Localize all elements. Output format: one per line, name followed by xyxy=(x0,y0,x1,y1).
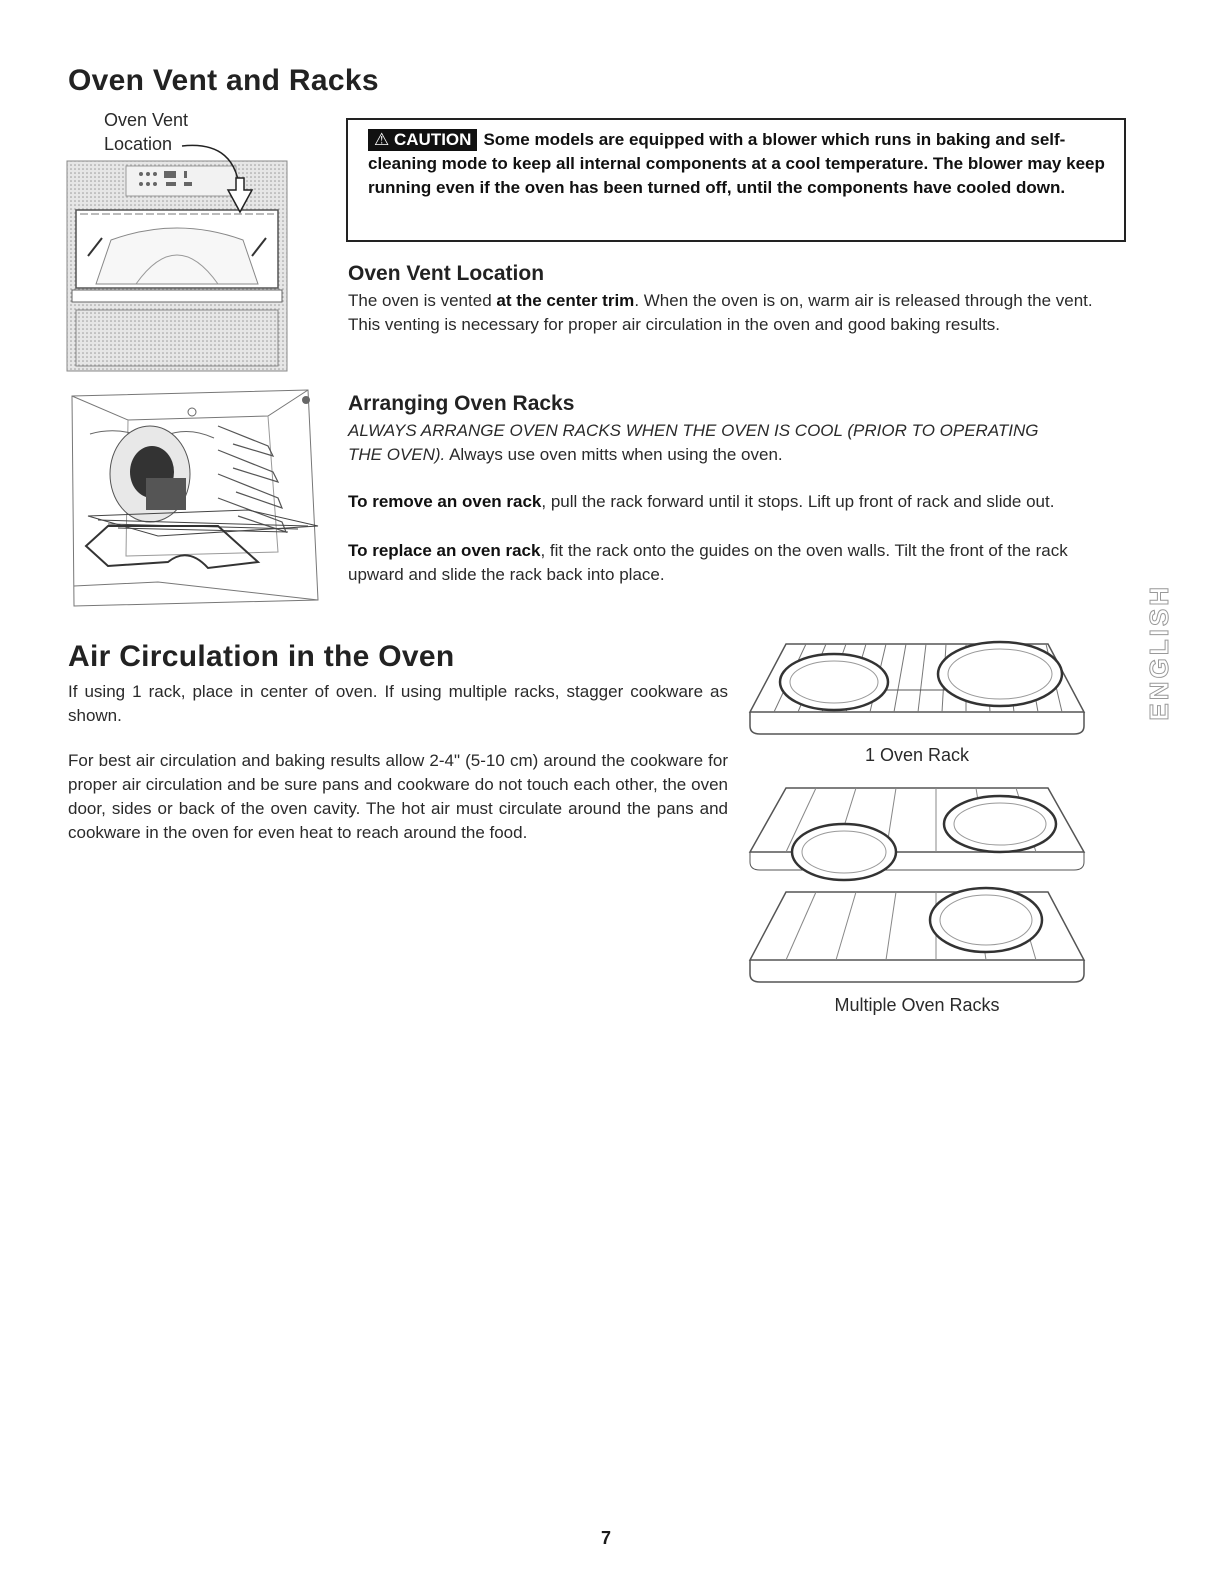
racks-warning-text xyxy=(348,419,1068,467)
vent-pointer-arrow-icon xyxy=(180,138,260,218)
page-title: Oven Vent and Racks xyxy=(68,64,379,97)
caution-text: Some models are equipped with a blower which runs in baking and self-cleaning mode to keep all internal components at a cool temperature. The blower may keep running even if the oven has been turned off, until the components have cooled down. xyxy=(368,130,1105,197)
vent-text-before: The oven is vented xyxy=(348,291,497,310)
caption-multiple-racks: Multiple Oven Racks xyxy=(834,995,1000,1015)
oven-interior-illustration xyxy=(68,386,324,610)
vent-text-bold: at the center trim xyxy=(496,291,635,310)
remove-rack-text xyxy=(348,490,1108,514)
vent-text-after: . When the oven is on, warm air is released through the vent. This venting is necessary for proper air circulation in the oven and good baking results. xyxy=(348,291,1093,334)
racks-warning-rest: Always use oven mitts when using the oven. xyxy=(445,445,783,464)
racks-warning-italic: ALWAYS ARRANGE OVEN RACKS WHEN THE OVEN IS COOL (PRIOR TO OPERATING THE OVEN). xyxy=(348,421,1039,464)
remove-rack-rest: , pull the rack forward until it stops. Lift up front of rack and slide out. xyxy=(541,492,1055,511)
vent-section-heading: Oven Vent Location xyxy=(348,262,545,285)
multiple-racks-illustration xyxy=(746,780,1088,990)
replace-rack-text xyxy=(348,539,1108,587)
replace-rack-rest: , fit the rack onto the guides on the oven walls. Tilt the front of the rack upward and slide the rack back into place. xyxy=(348,541,1068,584)
vent-figure-label: Oven Vent Location xyxy=(104,110,189,154)
page-number: 7 xyxy=(600,1528,611,1548)
remove-rack-bold: To remove an oven rack xyxy=(348,492,542,511)
single-rack-illustration xyxy=(746,640,1088,740)
caution-box xyxy=(346,118,1126,242)
caption-one-rack: 1 Oven Rack xyxy=(864,745,970,765)
caution-badge xyxy=(368,129,477,151)
air-para-2: For best air circulation and baking results allow 2-4" (5-10 cm) around the cookware for proper air circulation and be sure pans and cookware do not touch each other, the oven door, sides or back of the oven cavity. The hot air must circulate around the pans and cookware in the oven for even heat to reach around the food. xyxy=(68,751,728,842)
warning-triangle-icon: ⚠ xyxy=(374,130,390,149)
caution-badge-label: CAUTION xyxy=(393,130,472,149)
replace-rack-bold: To replace an oven rack xyxy=(348,541,541,560)
air-section-heading: Air Circulation in the Oven xyxy=(68,640,455,673)
vent-section-text xyxy=(348,289,1098,337)
air-para-1: If using 1 rack, place in center of oven. If using multiple racks, stagger cookware as shown. xyxy=(68,682,728,725)
racks-section-heading: Arranging Oven Racks xyxy=(348,392,575,415)
side-language-tab: ENGLISH xyxy=(1144,584,1174,721)
